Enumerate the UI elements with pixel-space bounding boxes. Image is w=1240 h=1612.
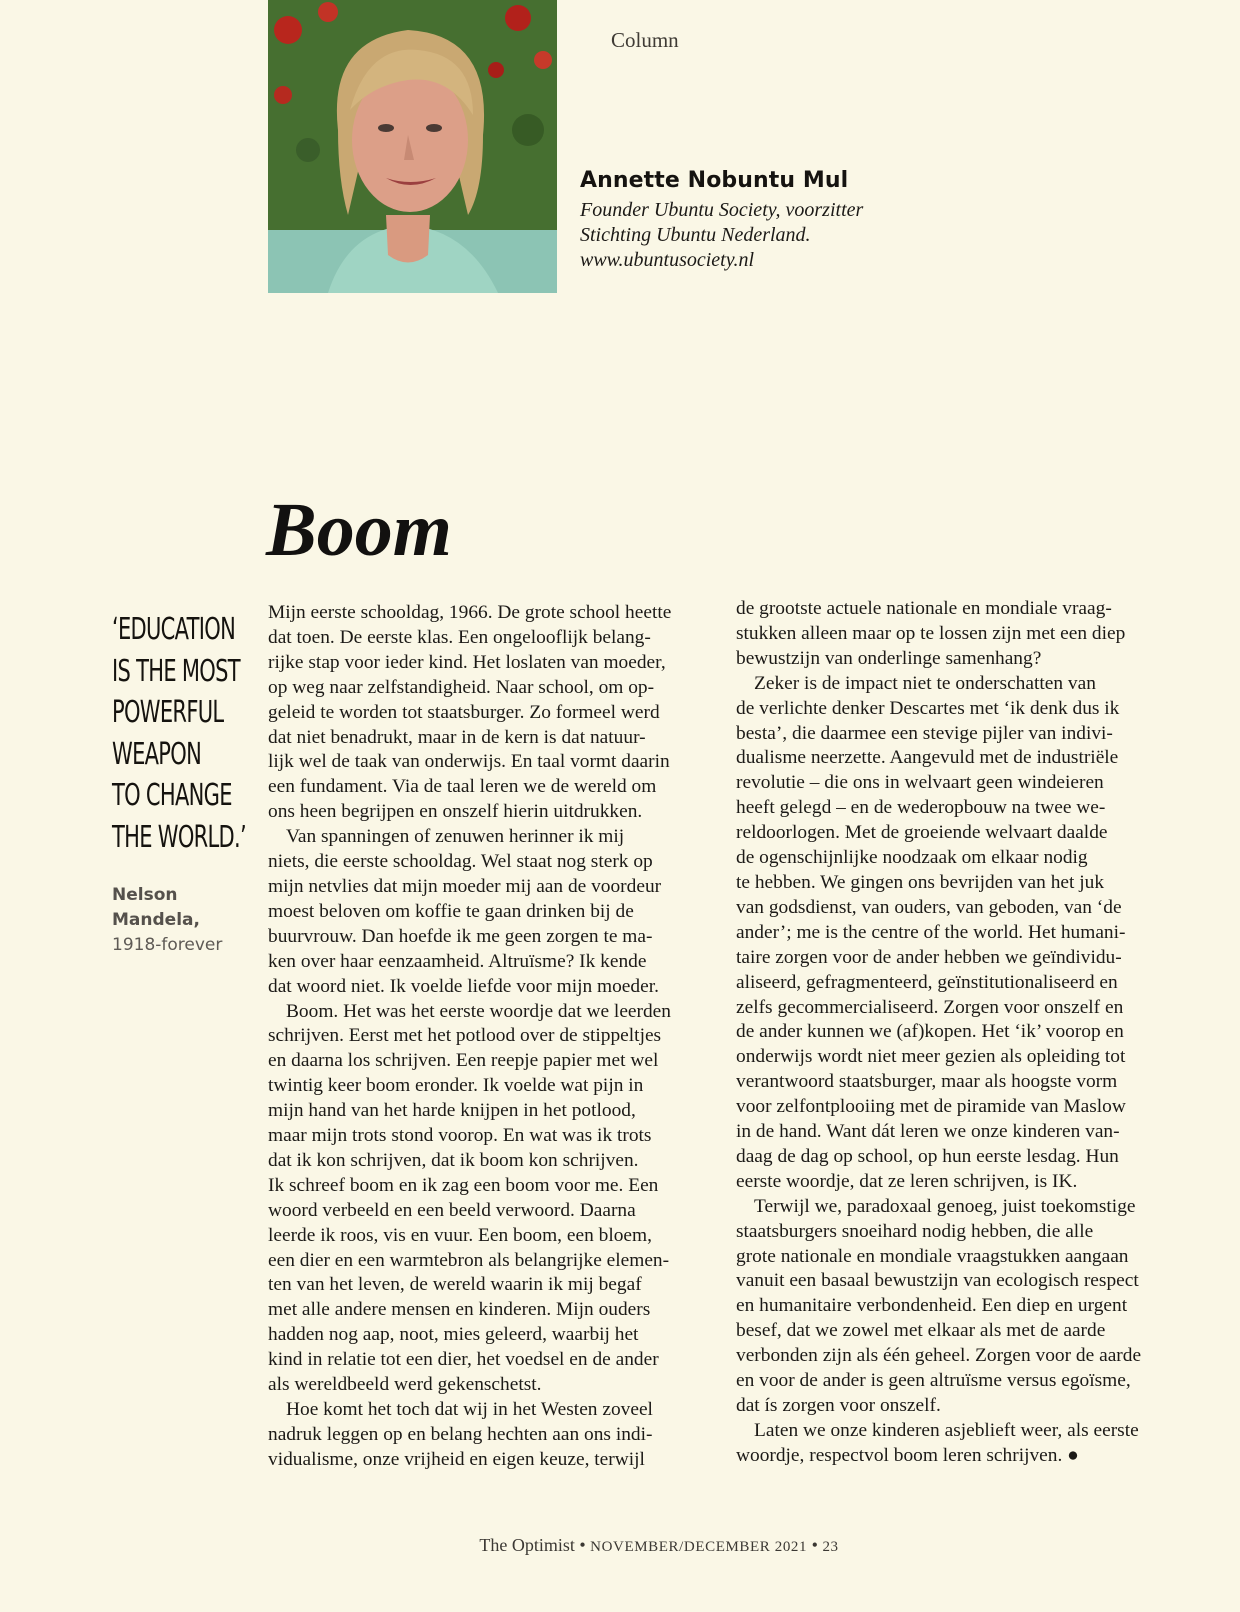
body-text-line: kind in relatie tot een dier, het voedsel en de ander <box>268 1349 659 1371</box>
pull-quote <box>112 609 252 858</box>
body-text-line: een dier en een warmtebron als belangrijke elemen- <box>268 1249 670 1271</box>
quote-author-last: Mandela, <box>112 910 200 930</box>
body-text-line: de verlichte denker Descartes met ‘ik denk dus ik <box>736 697 1120 719</box>
body-text-line: hadden nog aap, noot, mies geleerd, waarbij het <box>268 1324 639 1346</box>
author-block <box>580 168 920 273</box>
body-text-line: dat woord niet. Ik voelde liefde voor mijn moeder. <box>268 975 659 997</box>
body-text-line: aliseerd, gefragmenteerd, geïnstitutionaliseerd en <box>736 971 1118 993</box>
body-text-line: en daarna los schrijven. Een reepje papier met wel <box>268 1050 659 1072</box>
body-text-line: stukken alleen maar op te lossen zijn met een diep <box>736 622 1126 644</box>
page-number: 23 <box>822 1539 839 1555</box>
quote-author-first: Nelson <box>112 885 178 905</box>
body-text-line: mijn netvlies dat mijn moeder mij aan de voordeur <box>268 875 662 897</box>
body-text-line: buurvrouw. Dan hoefde ik me geen zorgen te ma- <box>268 925 653 947</box>
body-text-line: rijke stap voor ieder kind. Het loslaten van moeder, <box>268 651 666 673</box>
body-text-line: nadruk leggen op en belang hechten aan ons indi- <box>268 1423 653 1445</box>
body-text-line: de ogenschijnlijke noodzaak om elkaar nodig <box>736 847 1088 869</box>
body-text-line: dat niet benadrukt, maar in de kern is dat natuur- <box>268 726 646 748</box>
body-text-line: twintig keer boom eronder. Ik voelde wat pijn in <box>268 1075 644 1097</box>
body-text-line: Zeker is de impact niet te onderschatten van <box>754 672 1096 694</box>
body-text-line: besef, dat we zowel met elkaar als met de aarde <box>736 1320 1106 1342</box>
body-text-line: de grootste actuele nationale en mondiale vraag- <box>736 598 1112 619</box>
quote-attribution <box>112 883 222 958</box>
body-text-line: woordje, respectvol boom leren schrijven. ● <box>736 1444 1079 1466</box>
body-text-line: voor zelfontplooiing met de piramide van Maslow <box>736 1096 1126 1118</box>
footer-magazine: The Optimist <box>479 1535 575 1555</box>
body-text-line: verantwoord staatsburger, maar als hoogste vorm <box>736 1071 1118 1093</box>
footer-separator: • <box>811 1535 818 1555</box>
body-text-line: onderwijs wordt niet meer gezien als opleiding tot <box>736 1046 1126 1068</box>
body-text-line: eerste woordje, dat ze leren schrijven, is IK. <box>736 1170 1078 1192</box>
body-text-line: heeft gelegd – en de wederopbouw na twee we- <box>736 797 1106 819</box>
body-text-line: schrijven. Eerst met het potlood over de stippeltjes <box>268 1025 662 1047</box>
body-text-line: vanuit een basaal bewustzijn van ecologisch respect <box>736 1270 1139 1292</box>
body-text-line: Boom. Het was het eerste woordje dat we leerden <box>286 1000 671 1022</box>
body-text-line: lijk wel de taak van onderwijs. En taal vormt daarin <box>268 751 670 773</box>
quote-line: IS THE MOST <box>112 653 240 689</box>
body-text-line: een fundament. Via de taal leren we de wereld om <box>268 776 657 798</box>
body-text-line: niets, die eerste schooldag. Wel staat nog sterk op <box>268 851 653 873</box>
body-text-line: Terwijl we, paradoxaal genoeg, juist toekomstige <box>754 1195 1136 1217</box>
body-text-line: mijn hand van het harde knijpen in het potlood, <box>268 1100 636 1122</box>
quote-line: TO CHANGE <box>112 778 232 813</box>
body-text-line: daag de dag op school, op hun eerste lesdag. Hun <box>736 1145 1119 1167</box>
body-text-line: ander’; me is the centre of the world. Het humani- <box>736 921 1126 943</box>
article-title: Boom <box>266 488 452 572</box>
body-text-line: en humanitaire verbondenheid. Een diep en urgent <box>736 1295 1128 1317</box>
body-text-line: en voor de ander is geen altruïsme versus egoïsme, <box>736 1370 1131 1392</box>
body-text-line: van godsdienst, van ouders, van geboden, van ‘de <box>736 896 1122 918</box>
author-role-line-1: Founder Ubuntu Society, voorzitter <box>580 199 864 221</box>
quote-line: POWERFUL <box>112 695 224 730</box>
body-text-line: ons heen begrijpen en onszelf hierin uitdrukken. <box>268 801 643 823</box>
body-text-line: Hoe komt het toch dat wij in het Westen zoveel <box>286 1399 653 1420</box>
body-text-line: maar mijn trots stond voorop. En wat was ik trots <box>268 1125 652 1147</box>
body-text-line: verbonden zijn als één geheel. Zorgen voor de aarde <box>736 1345 1142 1367</box>
body-text-line: dat ik kon schrijven, dat ik boom kon schrijven. <box>268 1149 639 1171</box>
author-name: Annette Nobuntu Mul <box>580 168 849 193</box>
body-text-line: te hebben. We gingen ons bevrijden van het juk <box>736 871 1105 893</box>
body-text-line: ten van het leven, de wereld waarin ik mij begaf <box>268 1274 642 1296</box>
author-role-line-2: Stichting Ubuntu Nederland. <box>580 224 811 246</box>
body-text-line: de ander kunnen we (af)kopen. Het ‘ik’ voorop en <box>736 1021 1124 1043</box>
body-text-line: dat toen. De eerste klas. Een ongelooflijk belang- <box>268 626 651 648</box>
section-label: Column <box>611 28 679 52</box>
page-footer <box>0 1535 1240 1556</box>
body-text-line: in de hand. Want dát leren we onze kinderen van- <box>736 1121 1120 1143</box>
body-text-line: besta’, die daarmee een stevige pijler van indivi- <box>736 722 1113 744</box>
footer-separator: • <box>579 1535 586 1555</box>
portrait-image <box>268 0 557 293</box>
author-photo <box>268 0 557 293</box>
body-text-line: vidualisme, onze vrijheid en eigen keuze, terwijl <box>268 1448 645 1470</box>
author-website-link[interactable]: www.ubuntusociety.nl <box>580 249 755 271</box>
body-text-line: met alle andere mensen en kinderen. Mijn ouders <box>268 1299 651 1321</box>
body-text-line: reldoorlogen. Met de groeiende welvaart daalde <box>736 822 1108 844</box>
body-text-line: ken over haar eenzaamheid. Altruïsme? Ik kende <box>268 950 647 972</box>
body-text-line: Laten we onze kinderen asjeblieft weer, als eerste <box>754 1419 1139 1441</box>
body-text-line: woord verbeeld en een beeld verwoord. Daarna <box>268 1199 636 1221</box>
body-text-line: bewustzijn van onderlinge samenhang? <box>736 647 1042 669</box>
footer-issue: NOVEMBER/DECEMBER 2021 <box>590 1539 808 1555</box>
body-text-line: zelfs gecommercialiseerd. Zorgen voor onszelf en <box>736 996 1124 1018</box>
body-text-line: Van spanningen of zenuwen herinner ik mij <box>286 826 625 848</box>
body-column-right <box>736 597 1182 1469</box>
body-text-line: revolutie – die ons in welvaart geen windeieren <box>736 772 1104 794</box>
body-text-line: grote nationale en mondiale vraagstukken aangaan <box>736 1245 1129 1267</box>
body-column-left <box>268 601 714 1473</box>
body-text-line: taire zorgen voor de ander hebben we geïndividu- <box>736 946 1122 968</box>
body-text-line: dualisme neerzette. Aangevuld met de industriële <box>736 747 1119 769</box>
body-text-line: Ik schreef boom en ik zag een boom voor me. Een <box>268 1174 659 1196</box>
quote-author-years: 1918-forever <box>112 935 223 955</box>
quote-line: WEAPON <box>112 736 202 772</box>
body-text-line: als wereldbeeld werd gekenschetst. <box>268 1374 542 1396</box>
body-text-line: op weg naar zelfstandigheid. Naar school, om op- <box>268 676 655 698</box>
quote-line: ‘EDUCATION <box>112 612 236 647</box>
body-text-line: geleid te worden tot staatsburger. Zo formeel werd <box>268 701 660 723</box>
body-text-line: leerde ik roos, vis en vuur. Een boom, een bloem, <box>268 1224 652 1246</box>
body-text-line: moest beloven om koffie te gaan drinken bij de <box>268 900 634 922</box>
body-text-line: Mijn eerste schooldag, 1966. De grote school heette <box>268 602 672 623</box>
quote-line: THE WORLD.’ <box>112 819 246 855</box>
body-text-line: dat ís zorgen voor onszelf. <box>736 1395 941 1416</box>
body-text-line: staatsburgers snoeihard nodig hebben, die alle <box>736 1220 1094 1242</box>
